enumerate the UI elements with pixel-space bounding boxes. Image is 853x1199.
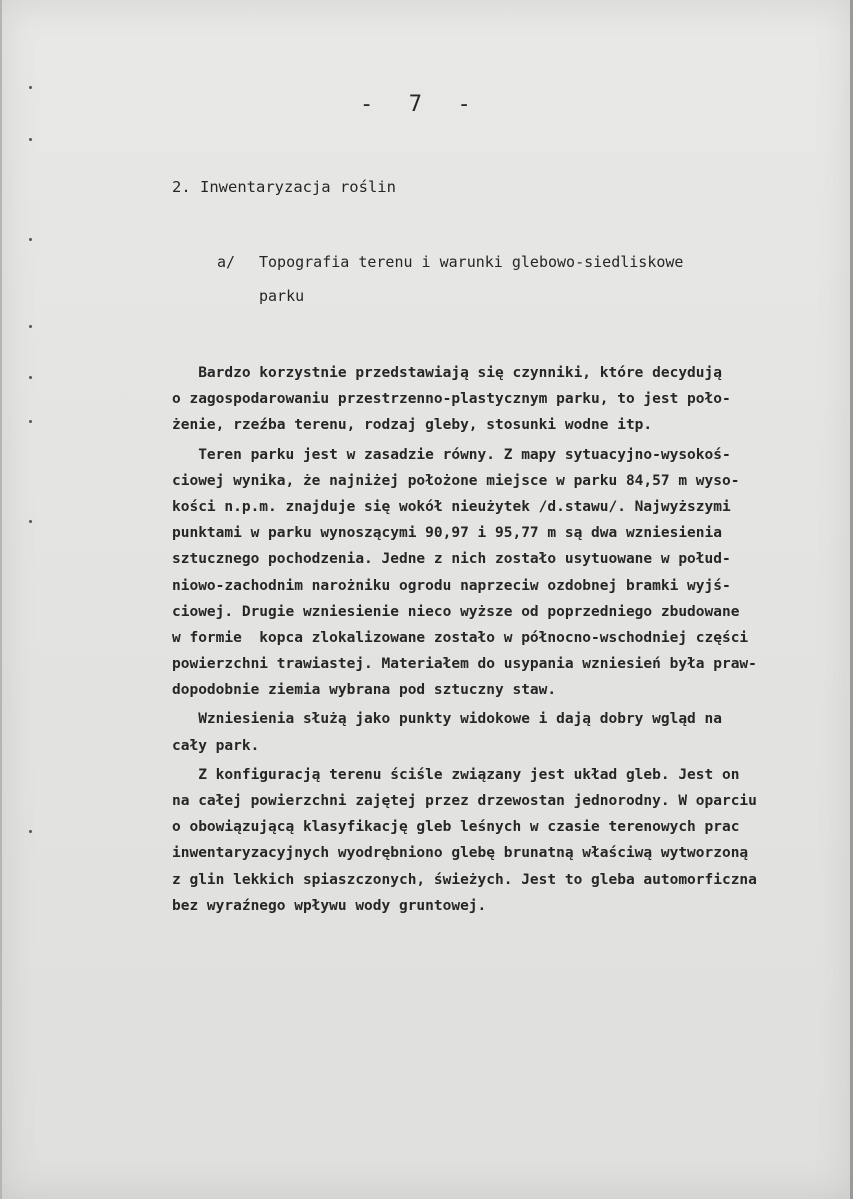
text-line: punktami w parku wynoszącymi 90,97 i 95,77 m są dwa wzniesienia bbox=[172, 525, 722, 542]
text-line: inwentaryzacyjnych wyodrębniono glebę brunatną właściwą wytworzoną bbox=[172, 845, 749, 862]
subsection-marker: a/ bbox=[217, 253, 236, 271]
text-line: cały park. bbox=[172, 737, 260, 754]
page-number: - 7 - bbox=[360, 92, 474, 117]
paragraph bbox=[172, 706, 822, 758]
page-left-edge bbox=[0, 0, 2, 1199]
text-line: o zagospodarowaniu przestrzenno-plastycznym parku, to jest poło- bbox=[172, 391, 731, 408]
text-line: z glin lekkich spiaszczonych, świeżych. Jest to gleba automorficzna bbox=[172, 871, 757, 888]
paragraph bbox=[172, 360, 822, 439]
margin-mark bbox=[29, 376, 32, 379]
text-line: Z konfiguracją terenu ściśle związany jest układ gleb. Jest on bbox=[172, 766, 740, 783]
margin-mark bbox=[29, 86, 32, 89]
margin-mark bbox=[29, 420, 32, 423]
text-line: o obowiązującą klasyfikację gleb leśnych w czasie terenowych prac bbox=[172, 819, 740, 836]
margin-mark bbox=[29, 325, 32, 328]
text-line: ciowej. Drugie wzniesienie nieco wyższe od poprzedniego zbudowane bbox=[172, 603, 740, 620]
text-line: żenie, rzeźba terenu, rodzaj gleby, stosunki wodne itp. bbox=[172, 417, 653, 434]
body-text bbox=[172, 360, 822, 919]
subsection-title-line1: Topografia terenu i warunki glebowo-siedliskowe bbox=[259, 253, 684, 271]
text-line: ciowej wynika, że najniżej położone miejsce w parku 84,57 m wyso- bbox=[172, 472, 740, 489]
margin-mark bbox=[29, 238, 32, 241]
paragraph bbox=[172, 762, 822, 919]
text-line: Bardzo korzystnie przedstawiają się czynniki, które decydują bbox=[172, 365, 722, 381]
text-line: Wzniesienia służą jako punkty widokowe i dają dobry wgląd na bbox=[172, 711, 722, 728]
text-line: w formie kopca zlokalizowane zostało w północno-wschodniej części bbox=[172, 629, 749, 646]
text-line: niowo-zachodnim narożniku ogrodu naprzeciw ozdobnej bramki wyjś- bbox=[172, 577, 731, 594]
margin-mark bbox=[29, 138, 32, 141]
text-line: dopodobnie ziemia wybrana pod sztuczny staw. bbox=[172, 682, 557, 699]
subsection-title-line2: parku bbox=[259, 287, 305, 305]
section-heading: 2. Inwentaryzacja roślin bbox=[172, 178, 396, 196]
text-line: Teren parku jest w zasadzie równy. Z mapy sytuacyjno-wysokoś- bbox=[172, 446, 731, 463]
text-line: kości n.p.m. znajduje się wokół nieużytek /d.stawu/. Najwyższymi bbox=[172, 498, 731, 515]
text-line: bez wyraźnego wpływu wody gruntowej. bbox=[172, 897, 487, 914]
text-line: sztucznego pochodzenia. Jedne z nich zostało usytuowane w połud- bbox=[172, 551, 731, 568]
text-line: powierzchni trawiastej. Materiałem do usypania wzniesień była praw- bbox=[172, 656, 757, 673]
margin-mark bbox=[29, 830, 32, 833]
text-line: na całej powierzchni zajętej przez drzewostan jednorodny. W oparciu bbox=[172, 793, 757, 809]
margin-mark bbox=[29, 520, 32, 523]
paragraph bbox=[172, 442, 822, 704]
